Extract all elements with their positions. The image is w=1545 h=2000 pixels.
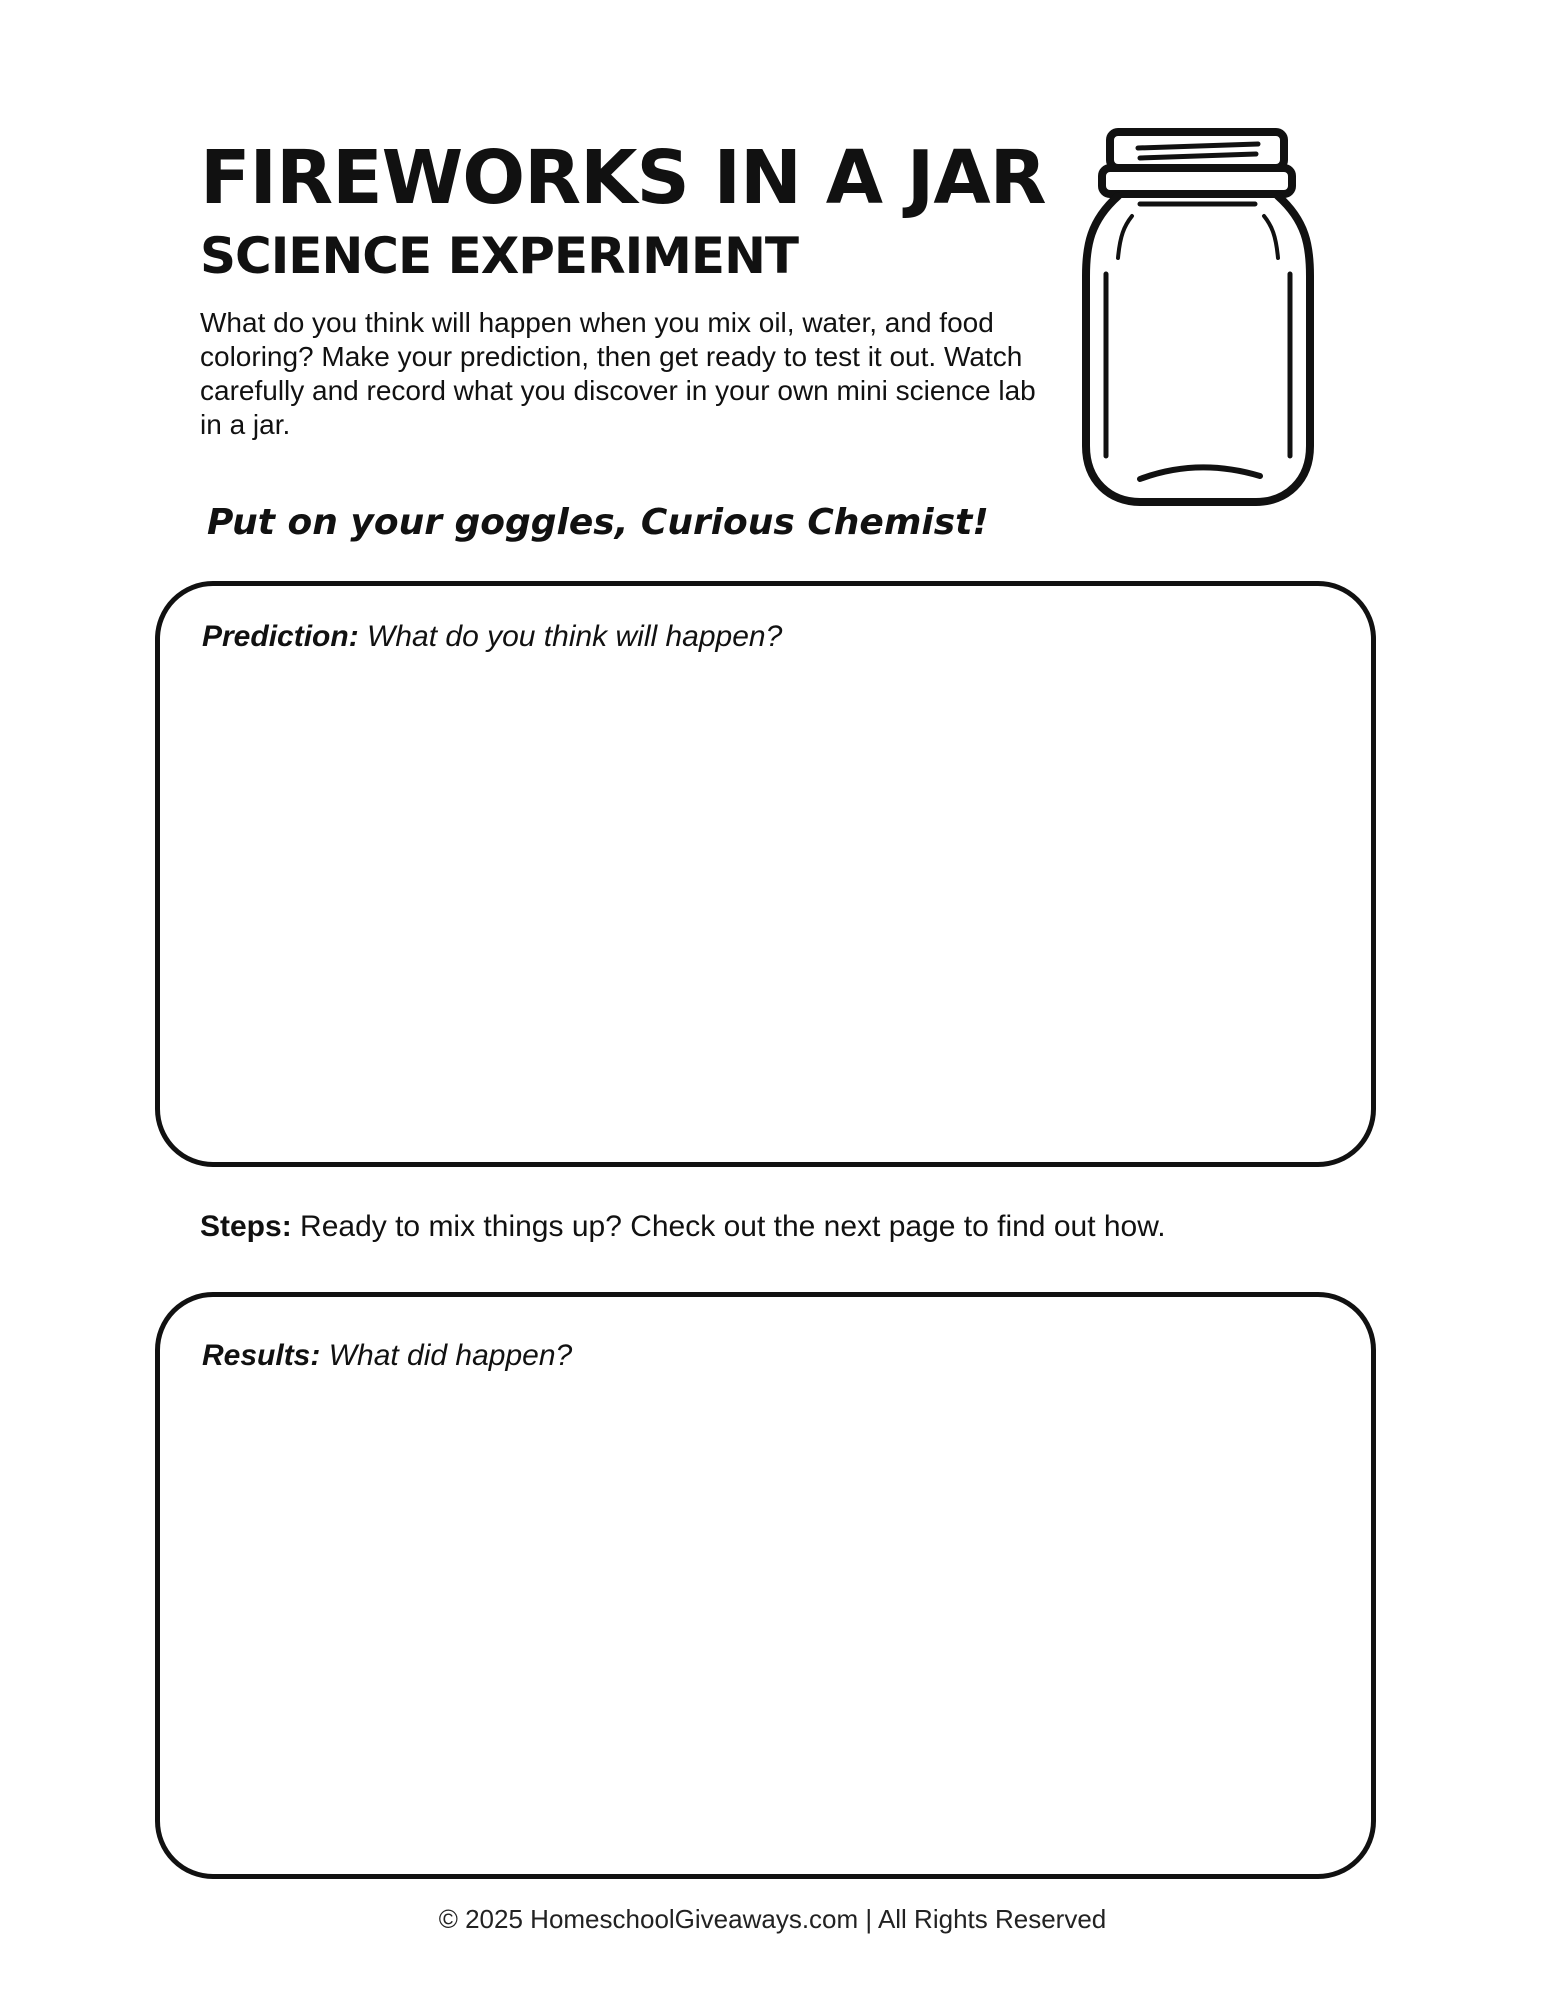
footer-copyright: © 2025 HomeschoolGiveaways.com | All Rights Reserved [438,1904,1107,1934]
steps-text: Ready to mix things up? Check out the next page to find out how. [300,1210,1166,1243]
prediction-box[interactable] [155,581,1376,1167]
prediction-label: Prediction: [202,620,359,653]
results-label: Results: [202,1339,321,1372]
prediction-prompt: What do you think will happen? [367,620,783,653]
steps-label: Steps: [200,1210,292,1243]
steps-line [200,1210,1166,1244]
results-heading [202,1339,572,1373]
results-box[interactable] [155,1292,1376,1879]
prediction-heading [202,620,782,654]
page-title: FIREWORKS IN A JAR [200,135,1046,221]
results-prompt: What did happen? [328,1339,573,1372]
tagline: Put on your goggles, Curious Chemist! [207,502,989,543]
mason-jar-icon [1080,126,1316,508]
intro-paragraph: What do you think will happen when you mix oil, water, and food coloring? Make your prediction, then get ready to test it out. Watch carefully and record what you discover in your own mini science lab in a jar. [200,307,1036,440]
page-subtitle: SCIENCE EXPERIMENT [200,227,799,285]
